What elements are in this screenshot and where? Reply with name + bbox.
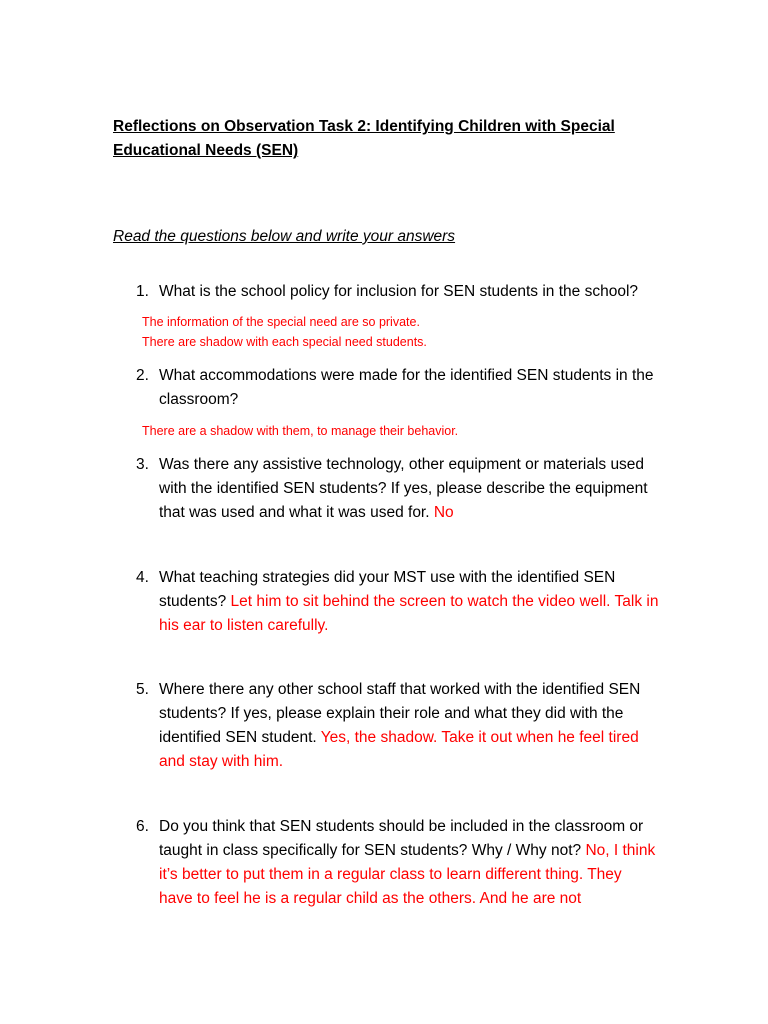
question-4-block	[159, 566, 659, 638]
question-6-number: 6.	[136, 818, 149, 835]
question-3-answer: No	[433, 504, 454, 521]
question-3-number: 3.	[136, 456, 149, 473]
question-1-number: 1.	[136, 283, 149, 300]
question-1-answer-line-2: There are shadow with each special need students.	[142, 335, 427, 349]
question-5-number: 5.	[136, 681, 149, 698]
question-6-answer: No, I think it’s better to put them in a regular class to learn different thing. They have to feel he is a regular child as the others. And he are not	[159, 842, 656, 907]
question-6-text: Do you think that SEN students should be included in the classroom or taught in class specifically for SEN students? Why / Why not?	[159, 818, 644, 859]
question-6-block	[159, 815, 659, 911]
question-4-number: 4.	[136, 569, 149, 586]
question-3-text: Was there any assistive technology, other equipment or materials used with the identified SEN students? If yes, please describe the equipment that was used and what it was used for.	[159, 456, 648, 521]
question-3-block	[159, 453, 659, 525]
question-5-block	[159, 678, 659, 774]
question-4-answer: Let him to sit behind the screen to watch the video well. Talk in his ear to listen carefully.	[159, 593, 659, 634]
question-5-text: Where there any other school staff that worked with the identified SEN students? If yes, please explain their role and what they did with the identified SEN student.	[159, 681, 641, 746]
question-1-text: What is the school policy for inclusion for SEN students in the school?	[159, 283, 639, 300]
question-4-text: What teaching strategies did your MST use with the identified SEN students?	[159, 569, 616, 610]
question-2-number: 2.	[136, 367, 149, 384]
question-5-answer: Yes, the shadow. Take it out when he feel tired and stay with him.	[159, 729, 639, 770]
question-2-answer: There are a shadow with them, to manage their behavior.	[142, 424, 459, 438]
document-title: Reflections on Observation Task 2: Identifying Children with Special Educational Needs (SEN)	[113, 118, 615, 159]
question-2-text: What accommodations were made for the identified SEN students in the classroom?	[159, 367, 654, 408]
question-1-answer-line-1: The information of the special need are so private.	[142, 315, 420, 329]
instruction-text: Read the questions below and write your answers	[113, 228, 456, 245]
